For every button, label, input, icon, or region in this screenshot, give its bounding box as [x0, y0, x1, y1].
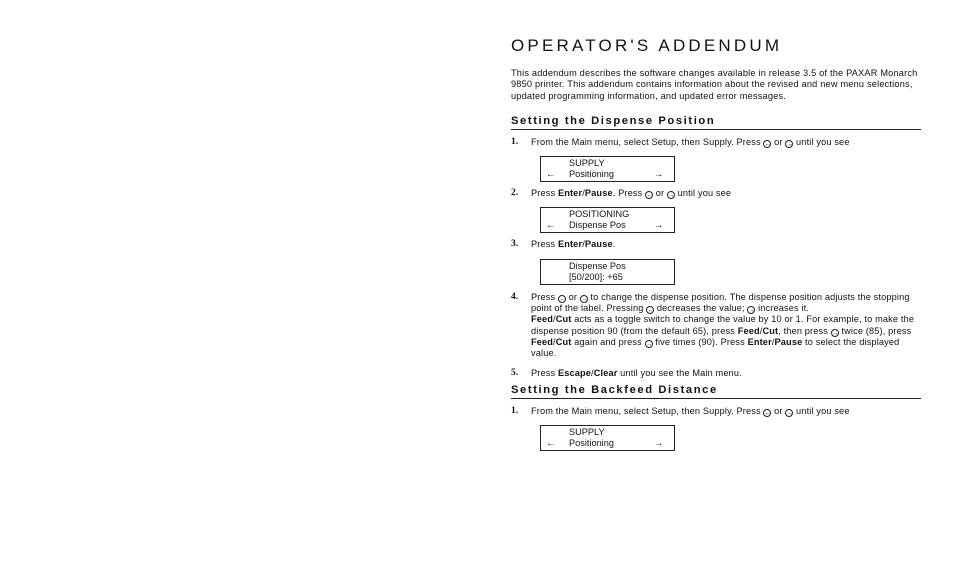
- left-arrow-key-icon: ←: [764, 140, 772, 148]
- left-arrow-key-icon: ←: [647, 307, 654, 315]
- lcd-display-positioning: POSITIONING ← Dispense Pos →: [540, 207, 675, 233]
- right-arrow-key-icon: →: [786, 409, 793, 417]
- step-5: 5. Press Escape/Clear until you see the Main menu.: [511, 367, 742, 378]
- left-arrow-icon: ←: [546, 438, 556, 449]
- right-arrow-icon: →: [654, 438, 664, 449]
- left-arrow-key-icon: ←: [764, 409, 772, 417]
- right-arrow-key-icon: →: [645, 340, 653, 348]
- left-arrow-icon: ←: [546, 169, 556, 180]
- intro-paragraph: This addendum describes the software changes available in release 3.5 of the PAXAR Monarch 9850 printer. This addendum contains information about the revised and new menu selections, updated programming information, and updated error messages.: [511, 68, 918, 101]
- left-arrow-key-icon: ←: [558, 295, 566, 303]
- lcd-display-dispense-pos: Dispense Pos [50/200]: +65: [540, 259, 675, 285]
- section-heading-dispense: Setting the Dispense Position: [511, 115, 921, 130]
- right-arrow-key-icon: →: [748, 307, 756, 315]
- step-number: 1.: [511, 136, 519, 147]
- step-1-backfeed: 1. From the Main menu, select Setup, then Supply. Press ← or → until you see: [511, 405, 850, 417]
- right-arrow-key-icon: →: [786, 140, 793, 148]
- step-1: 1. From the Main menu, select Setup, then Supply. Press ← or → until you see: [511, 136, 850, 148]
- addendum-page: [511, 36, 921, 451]
- right-arrow-icon: →: [654, 220, 664, 231]
- page-title: OPERATOR'S ADDENDUM: [511, 36, 783, 55]
- left-arrow-icon: ←: [546, 220, 556, 231]
- step-3: 3. Press Enter/Pause.: [511, 239, 616, 250]
- step-2: 2. Press Enter/Pause. Press ← or → until you see: [511, 188, 732, 200]
- left-arrow-key-icon: ←: [646, 192, 653, 200]
- step-4: 4. Press ← or → to change the dispense position. The dispense position adjusts the stopping point of the label. Pressing ← decreases the value; → increases it. Feed/Cut acts as a toggle switch to change the value by 10 or 1. For example, to make the dispense position 90 (from the default 65), press Feed/Cut, then press → twice (85), press Feed/Cut again and press → five times (90). Press Enter/Pause to select the displayed value.: [511, 291, 915, 359]
- right-arrow-key-icon: →: [667, 192, 675, 200]
- right-arrow-key-icon: →: [831, 329, 839, 337]
- lcd-display-supply-backfeed: SUPPLY ← Positioning →: [540, 425, 675, 451]
- section-heading-backfeed: Setting the Backfeed Distance: [511, 384, 921, 399]
- lcd-display-supply: SUPPLY ← Positioning →: [540, 156, 675, 182]
- right-arrow-key-icon: →: [580, 295, 588, 303]
- right-arrow-icon: →: [654, 169, 664, 180]
